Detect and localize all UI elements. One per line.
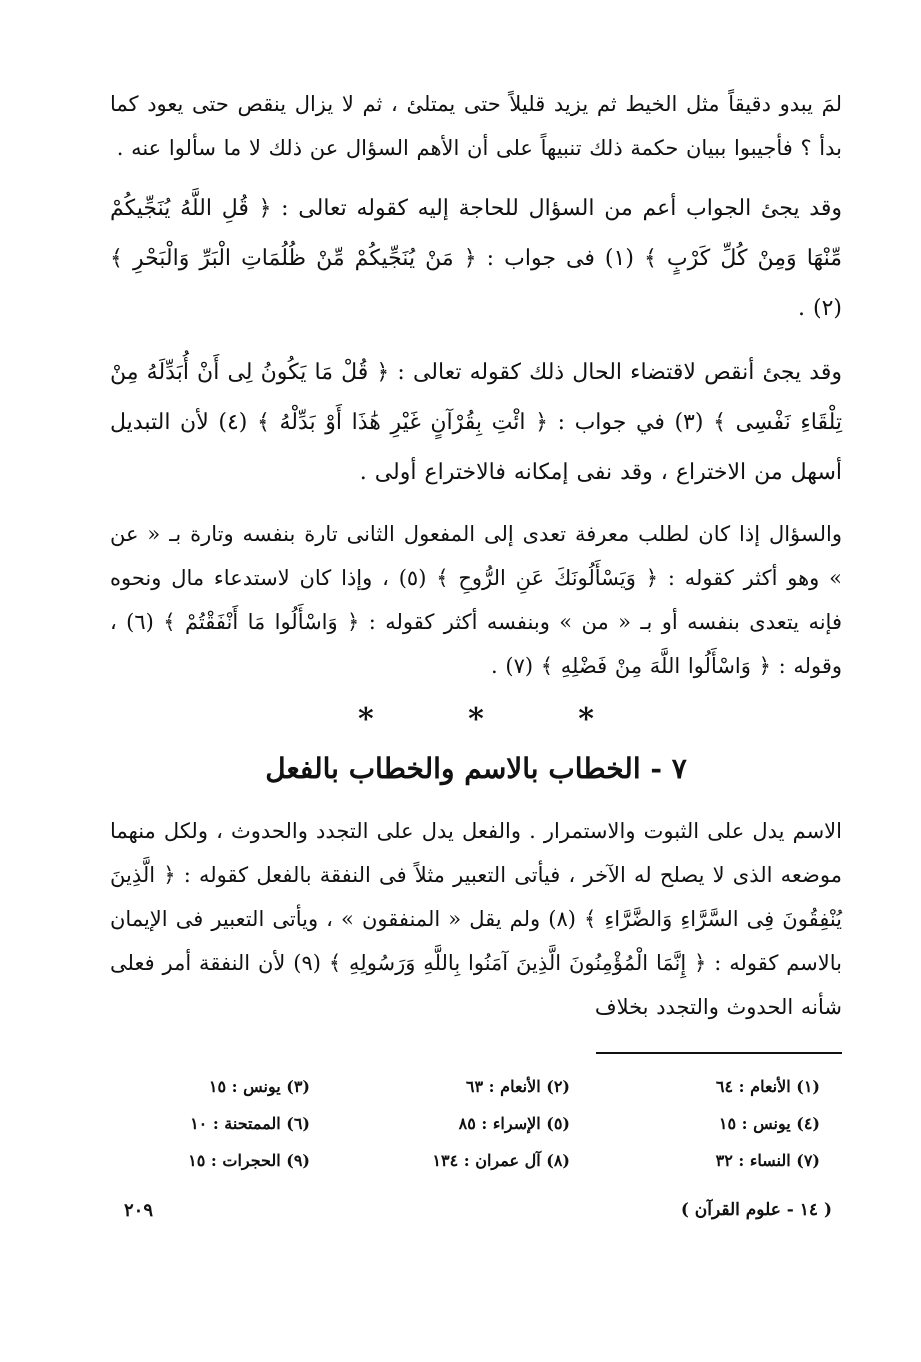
page-number: ٢٠٩ xyxy=(124,1200,154,1221)
body-paragraph: لمَ يبدو دقيقاً مثل الخيط ثم يزيد قليلاً حتى يمتلئ ، ثم لا يزال ينقص حتى يعود كما بدأ ؟ فأجيبوا ببيان حكمة ذلك تنبيهاً على أن الأهم السؤال عن ذلك لا ما سألوا عنه . xyxy=(110,92,842,160)
footnote: (٣) يونس : ١٥ xyxy=(208,1077,310,1096)
footnote: (٦) الممتحنة : ١٠ xyxy=(190,1114,310,1133)
body-paragraph: وقد يجئ الجواب أعم من السؤال للحاجة إليه كقوله تعالى : ﴿ قُلِ اللَّهُ يُنَجِّيكُمْ مِّنْهَا وَمِنْ كُلِّ كَرْبٍ ﴾ (١) فى جواب : ﴿ مَنْ يُنَجِّيكُمْ مِّنْ ظُلُمَاتِ الْبَرِّ وَالْبَحْرِ ﴾ (٢) . xyxy=(110,196,842,321)
footnotes xyxy=(140,1068,820,1179)
footnote-divider xyxy=(596,1052,842,1054)
footnote: (٤) يونس : ١٥ xyxy=(718,1114,820,1133)
footnote: (٨) آل عمران : ١٣٤ xyxy=(432,1151,570,1170)
section-heading: ٧ - الخطاب بالاسم والخطاب بالفعل xyxy=(265,752,687,785)
body-paragraph: وقد يجئ أنقص لاقتضاء الحال ذلك كقوله تعالى : ﴿ قُلْ مَا يَكُونُ لِى أَنْ أُبَدِّلَهُ مِنْ تِلْقَاءِ نَفْسِى ﴾ (٣) في جواب : ﴿ ائْتِ بِقُرْآنٍ غَيْرِ هَٰذَا أَوْ بَدِّلْهُ ﴾ (٤) لأن التبديل أسهل من الاختراع ، وقد نفى إمكانه فالاختراع أولى . xyxy=(110,360,842,485)
footnote: (٥) الإسراء : ٨٥ xyxy=(458,1114,570,1133)
footnote-row xyxy=(140,1068,820,1105)
footnote: (٧) النساء : ٣٢ xyxy=(715,1151,820,1170)
footnote: (١) الأنعام : ٦٤ xyxy=(715,1077,820,1096)
section-separator: * * * xyxy=(358,702,636,737)
book-signature: ( ١٤ - علوم القرآن ) xyxy=(680,1200,832,1220)
footnote-row xyxy=(140,1142,820,1179)
footnote-row xyxy=(140,1105,820,1142)
page-body xyxy=(110,82,842,1043)
page-footer xyxy=(110,1192,842,1228)
body-paragraph: الاسم يدل على الثبوت والاستمرار . والفعل يدل على التجدد والحدوث ، ولكل منهما موضعه الذى لا يصلح له الآخر ، فيأتى التعبير مثلاً فى النفقة بالفعل كقوله : ﴿ الَّذِينَ يُنْفِقُونَ فِى السَّرَّاءِ وَالضَّرَّاءِ ﴾ (٨) ولم يقل « المنفقون » ، ويأتى التعبير فى الإيمان بالاسم كقوله : ﴿ إِنَّمَا الْمُؤْمِنُونَ الَّذِينَ آمَنُوا بِاللَّهِ وَرَسُولِهِ ﴾ (٩) لأن النفقة أمر فعلى شأنه الحدوث والتجدد بخلاف xyxy=(110,819,842,1019)
footnote: (٩) الحجرات : ١٥ xyxy=(188,1151,310,1170)
footnote: (٢) الأنعام : ٦٣ xyxy=(465,1077,570,1096)
body-paragraph: والسؤال إذا كان لطلب معرفة تعدى إلى المفعول الثانى تارة بنفسه وتارة بـ « عن » وهو أكثر كقوله : ﴿ وَيَسْأَلُونَكَ عَنِ الرُّوحِ ﴾ (٥) ، وإذا كان لاستدعاء مال ونحوه فإنه يتعدى بنفسه أو بـ « من » وبنفسه أكثر كقوله : ﴿ وَاسْأَلُوا مَا أَنْفَقْتُمْ ﴾ (٦) ، وقوله : ﴿ وَاسْأَلُوا اللَّهَ مِنْ فَضْلِهِ ﴾ (٧) . xyxy=(110,522,842,678)
